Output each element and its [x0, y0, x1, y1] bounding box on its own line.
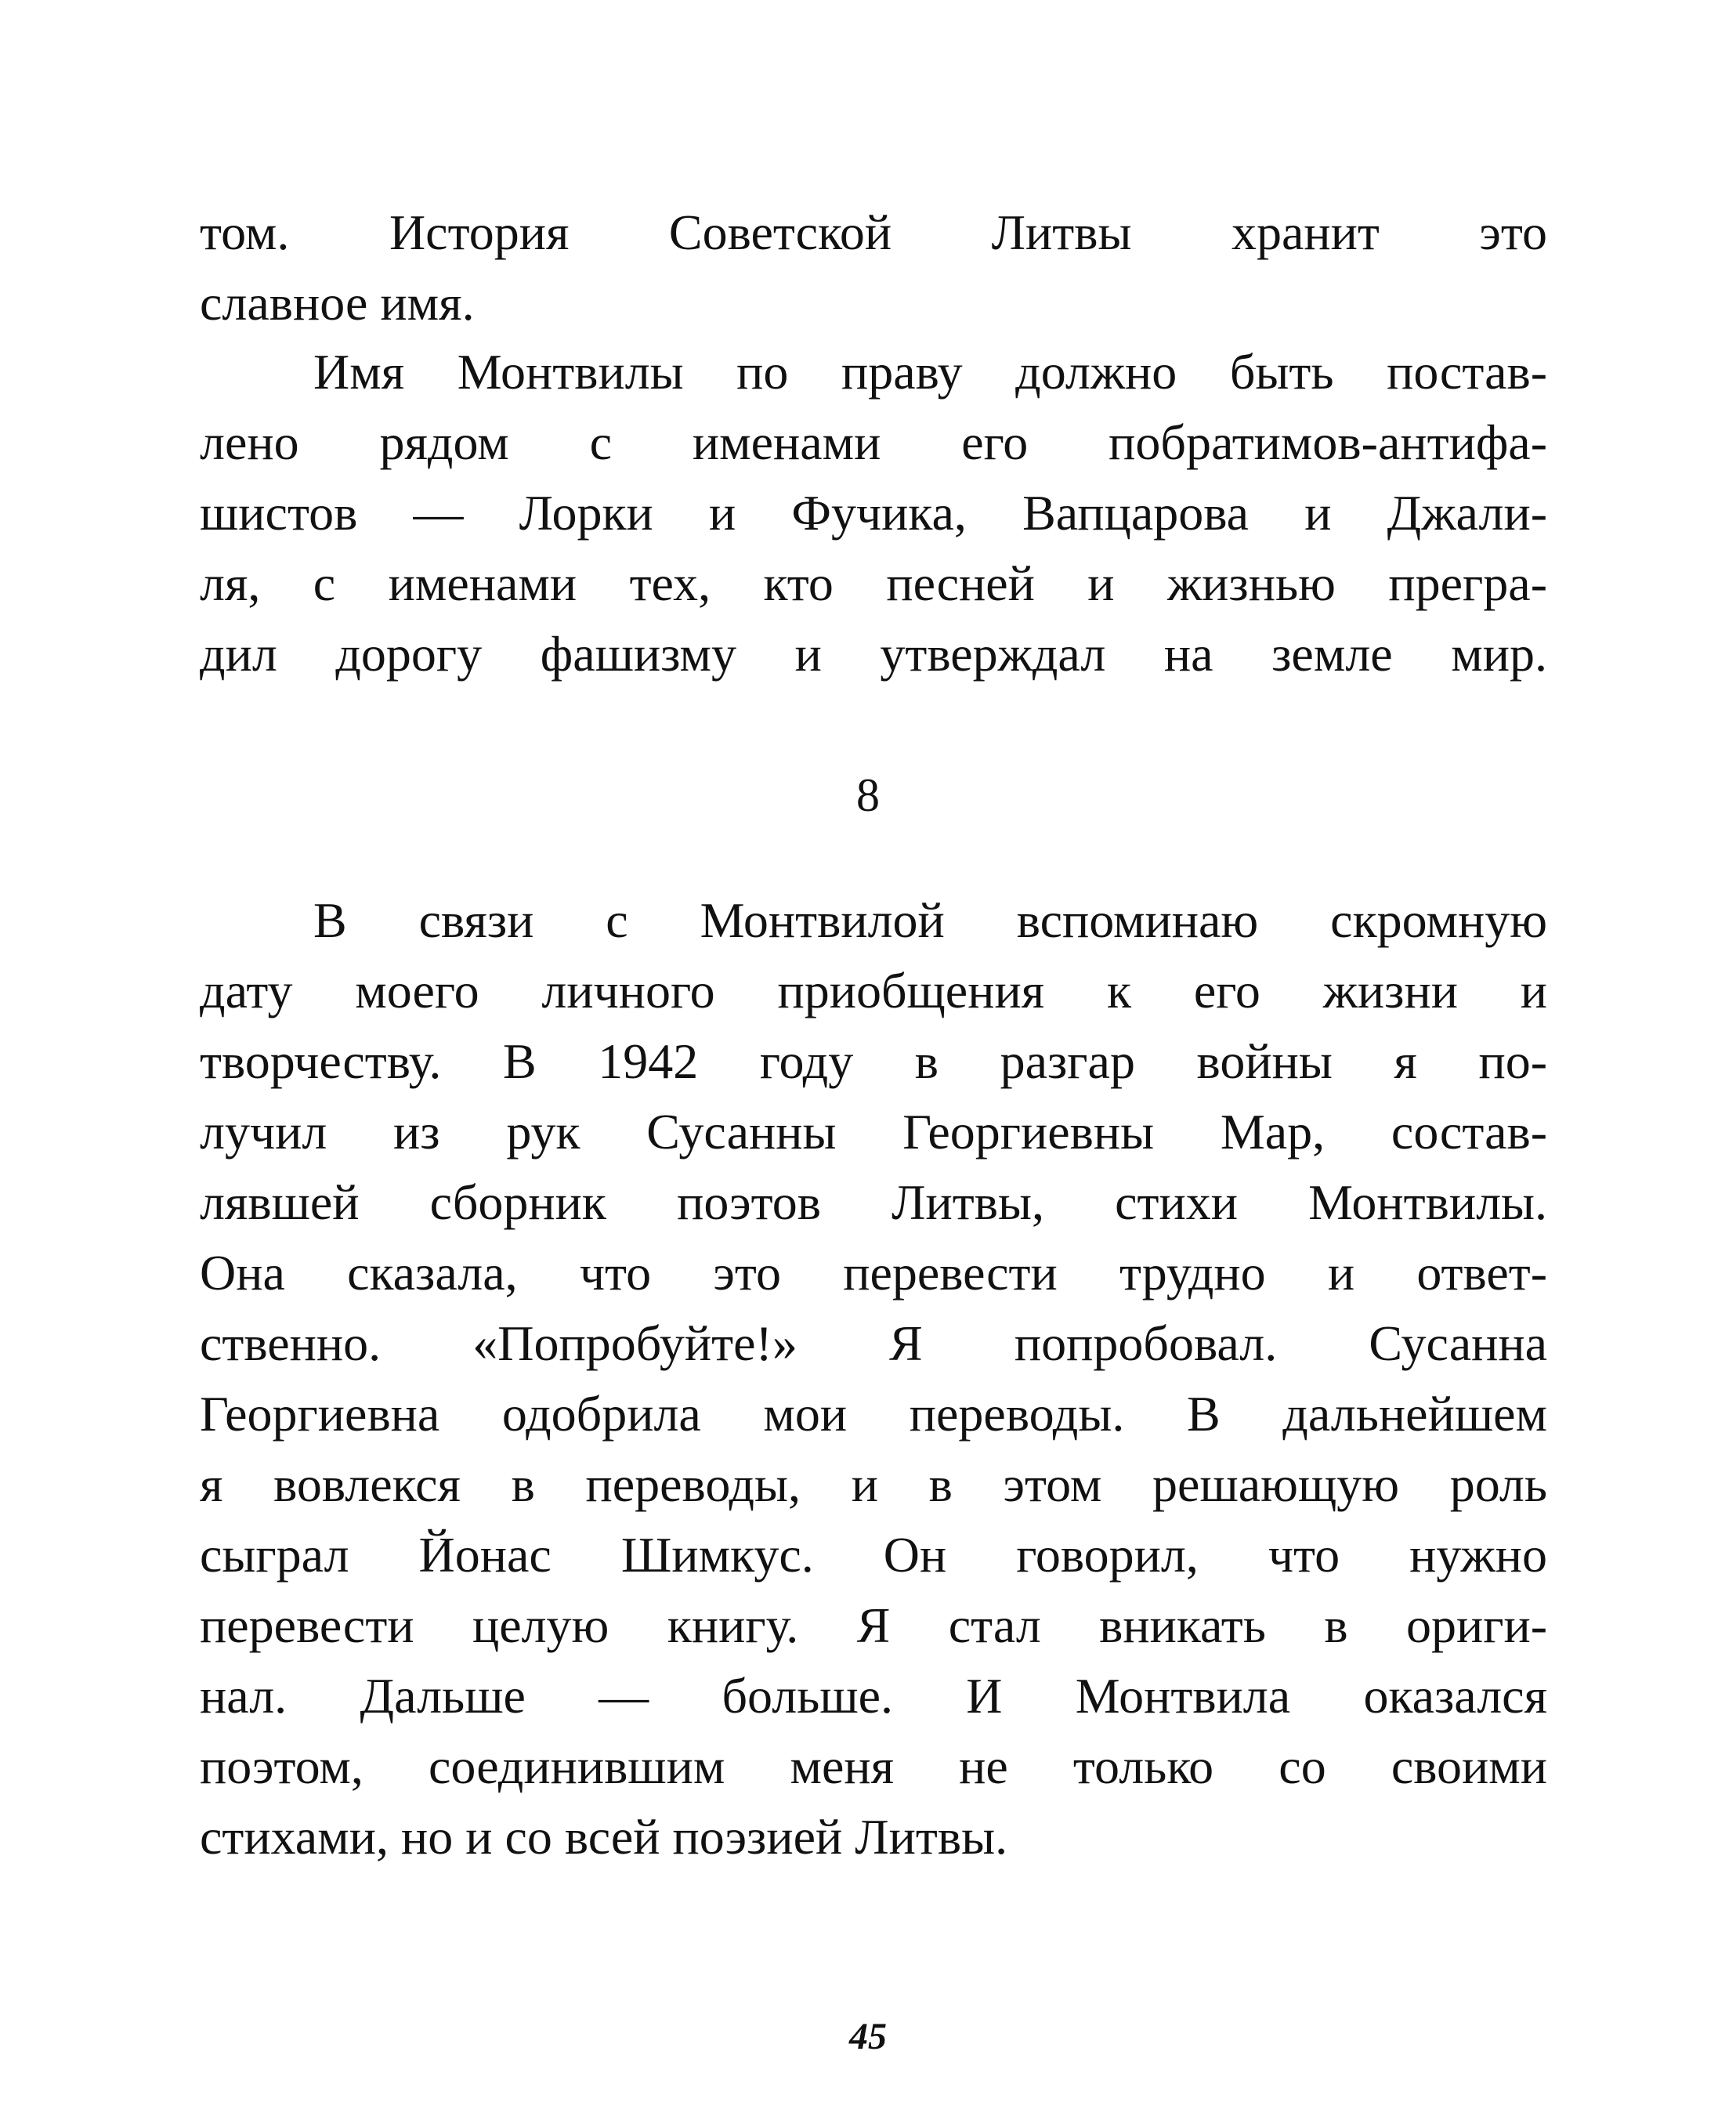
text-line: лено рядом с именами его побратимов-антифа- [200, 414, 1547, 470]
text-line: Она сказала, что это перевести трудно и ответ- [200, 1245, 1547, 1301]
section-number: 8 [856, 769, 880, 821]
text-line: Георгиевна одобрила мои переводы. В дальнейшем [200, 1386, 1547, 1442]
text-line: шистов — Лорки и Фучика, Вапцарова и Джали- [200, 485, 1547, 541]
text-line: том. История Советской Литвы хранит это [200, 204, 1547, 260]
text-line: нал. Дальше — больше. И Монтвила оказался [200, 1668, 1547, 1724]
text-line: Имя Монтвилы по праву должно быть постав- [313, 344, 1547, 400]
text-line: творчеству. В 1942 году в разгар войны я по- [200, 1033, 1547, 1089]
text-line: я вовлекся в переводы, и в этом решающую роль [200, 1456, 1547, 1512]
text-line: сыграл Йонас Шимкус. Он говорил, что нужно [200, 1527, 1547, 1583]
text-line: поэтом, соединившим меня не только со своими [200, 1738, 1547, 1794]
paragraph-montvila-name [200, 337, 1547, 689]
text-line: ля, с именами тех, кто песней и жизнью прегра- [200, 555, 1547, 611]
text-line: перевести целую книгу. Я стал вникать в ориги- [200, 1597, 1547, 1653]
text-line: ственно. «Попробуйте!» Я попробовал. Сусанна [200, 1315, 1547, 1371]
paragraph-translation-memory [200, 885, 1547, 1872]
text-line: лявшей сборник поэтов Литвы, стихи Монтвилы. [200, 1174, 1547, 1230]
paragraph-continued [200, 197, 1547, 338]
text-line: дил дорогу фашизму и утверждал на земле мир. [200, 626, 1547, 682]
text-line: В связи с Монтвилой вспоминаю скромную [313, 892, 1547, 948]
text-line: славное имя. [200, 275, 475, 331]
text-line: лучил из рук Сусанны Георгиевны Мар, состав- [200, 1104, 1547, 1159]
text-line: стихами, но и со всей поэзией Литвы. [200, 1809, 1008, 1865]
text-line: дату моего личного приобщения к его жизни и [200, 963, 1547, 1018]
page-number: 45 [849, 2016, 887, 2057]
